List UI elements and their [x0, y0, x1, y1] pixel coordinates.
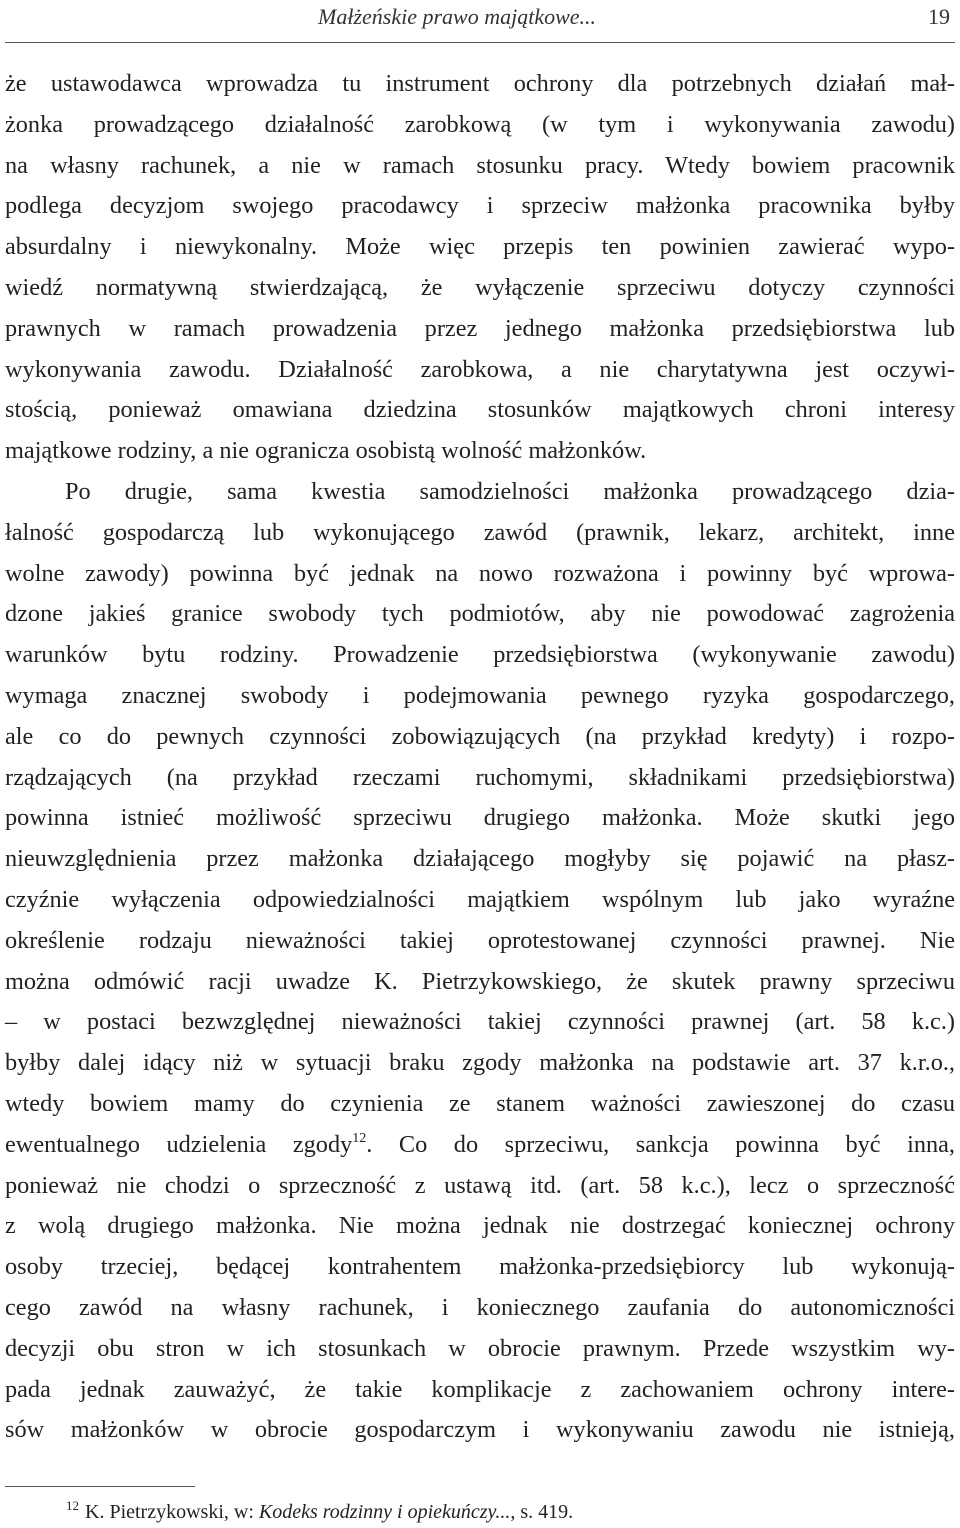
footnote [66, 1500, 573, 1524]
text-line: czyźnie wyłączenia odpowiedzialności majątkiem wspólnym lub jako wyraźne [5, 885, 955, 913]
text-line: byłby dalej idący niż w sytuacji braku zgody małżonka na podstawie art. 37 k.r.o., [5, 1049, 955, 1077]
text-line: wykonywania zawodu. Działalność zarobkowa, a nie charytatywna jest oczywi- [5, 355, 955, 383]
text-line: nieuwzględnienia przez małżonka działającego mogłyby się pojawić na płasz- [5, 845, 955, 873]
paragraph-1 [5, 64, 955, 472]
text-line: ale co do pewnych czynności zobowiązujących (na przykład kredyty) i rozpo- [5, 722, 955, 750]
text-line: określenie rodzaju nieważności takiej oprotestowanej czynności prawnej. Nie [5, 926, 955, 954]
text-line: żonka prowadzącego działalność zarobkową (w tym i wykonywania zawodu) [5, 110, 955, 138]
footnote-work-title: Kodeks rodzinny i opiekuńczy... [258, 1501, 511, 1523]
page-number: 19 [928, 4, 950, 29]
footnote-marker: 12 [66, 1498, 79, 1513]
text-line: majątkowe rodziny, a nie ogranicza osobistą wolność małżonków. [5, 437, 647, 465]
text-line: decyzji obu stron w ich stosunkach w obrocie prawnym. Przede wszystkim wy- [5, 1334, 955, 1362]
text-line: że ustawodawca wprowadza tu instrument ochrony dla potrzebnych działań mał- [5, 70, 955, 97]
running-header [8, 4, 952, 38]
paragraph-2 [5, 472, 955, 1451]
header-rule [5, 42, 955, 43]
text-line: prawnych w ramach prowadzenia przez jednego małżonka przedsiębiorstwa lub [5, 314, 955, 342]
body-text [5, 64, 955, 1451]
text-line: ponieważ nie chodzi o sprzeczność z ustawą itd. (art. 58 k.c.), lecz o sprzeczność [5, 1171, 955, 1199]
text-line: na własny rachunek, a nie w ramach stosunku pracy. Wtedy bowiem pracownik [5, 151, 955, 179]
text-line: wiedź normatywną stwierdzającą, że wyłączenie sprzeciwu dotyczy czynności [5, 273, 955, 301]
text-line: wymaga znacznej swobody i podejmowania pewnego ryzyka gospodarczego, [5, 681, 955, 709]
footnote-author: K. Pietrzykowski, w: [85, 1501, 259, 1523]
text-line: podlega decyzjom swojego pracodawcy i sprzeciw małżonka pracownika byłby [5, 192, 955, 220]
text-line: osoby trzeciej, będącej kontrahentem małżonka-przedsiębiorcy lub wykonują- [5, 1253, 955, 1281]
text-line: powinna istnieć możliwość sprzeciwu drugiego małżonka. Może skutki jego [5, 804, 955, 832]
text-line: – w postaci bezwzględnej nieważności takiej czynności prawnej (art. 58 k.c.) [5, 1008, 955, 1036]
text-line: stością, ponieważ omawiana dziedzina stosunków majątkowych chroni interesy [5, 396, 955, 424]
text-fragment: ewentualnego udzielenia zgody [5, 1130, 353, 1158]
text-line: łalność gospodarczą lub wykonującego zawód (prawnik, lekarz, architekt, inne [5, 518, 955, 546]
text-line: dzone jakieś granice swobody tych podmiotów, aby nie powodować zagrożenia [5, 600, 955, 628]
running-title: Małżeńskie prawo majątkowe... [318, 4, 597, 29]
footnote-rule [5, 1486, 195, 1487]
text-line: pada jednak zauważyć, że takie komplikacje z zachowaniem ochrony intere- [5, 1375, 955, 1403]
text-line: Po drugie, sama kwestia samodzielności małżonka prowadzącego dzia- [65, 477, 955, 505]
text-line-with-footnote [5, 1125, 955, 1166]
text-line: wolne zawody) powinna być jednak na nowo rozważona i powinny być wprowa- [5, 559, 955, 587]
text-line: można odmówić racji uwadze K. Pietrzykowskiego, że skutek prawny sprzeciwu [5, 967, 955, 995]
text-line: rządzających (na przykład rzeczami ruchomymi, składnikami przedsiębiorstwa) [5, 763, 955, 791]
text-fragment: . Co do sprzeciwu, sankcja powinna być inna, [366, 1130, 955, 1158]
text-line: z wolą drugiego małżonka. Nie można jednak nie dostrzegać koniecznej ochrony [5, 1212, 955, 1240]
text-line: wtedy bowiem mamy do czynienia ze stanem ważności zawieszonej do czasu [5, 1089, 955, 1117]
footnote-reference[interactable]: 12 [352, 1130, 367, 1146]
text-line: warunków bytu rodziny. Prowadzenie przedsiębiorstwa (wykonywanie zawodu) [5, 641, 955, 669]
text-line: cego zawód na własny rachunek, i koniecznego zaufania do autonomiczności [5, 1293, 955, 1321]
text-line: absurdalny i niewykonalny. Może więc przepis ten powinien zawierać wypo- [5, 233, 955, 261]
footnote-pages: , s. 419. [510, 1501, 574, 1523]
text-line: sów małżonków w obrocie gospodarczym i wykonywaniu zawodu nie istnieją, [5, 1416, 955, 1444]
